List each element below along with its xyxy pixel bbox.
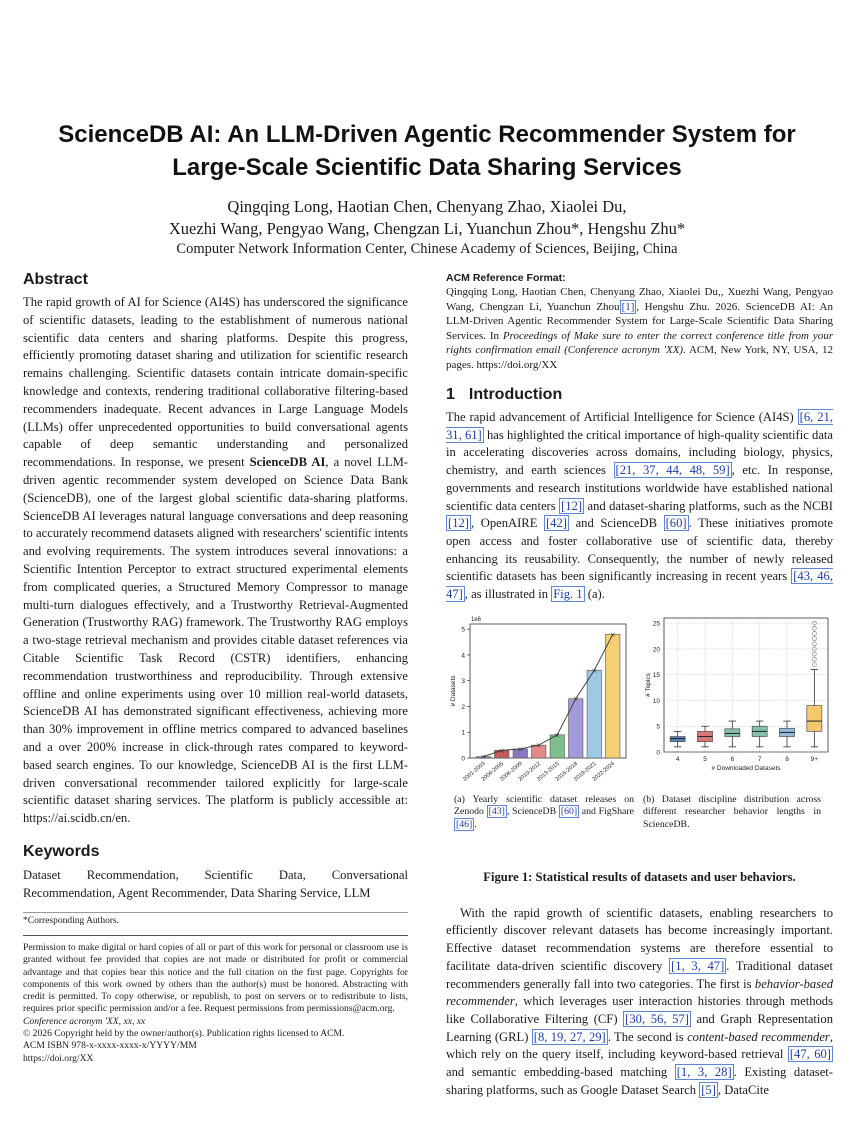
- conference-acronym: Conference acronym 'XX, xx, xx: [23, 1015, 146, 1027]
- left-column: [23, 270, 408, 1065]
- acm-ref-proceedings: Proceedings of Make sure to enter the correct conference title from your rights confirmation email (Conference acronym 'XX).: [446, 329, 833, 356]
- text-run: . Existing dataset-sharing platforms, such as Google Dataset Search: [446, 1065, 833, 1097]
- y-tick-label: 25: [652, 620, 660, 628]
- citation-link[interactable]: [60]: [665, 516, 687, 531]
- acm-reference-text: [446, 285, 833, 372]
- citation-link[interactable]: [47, 60]: [789, 1047, 831, 1062]
- right-column: [446, 272, 833, 1099]
- text-run: (a).: [584, 587, 605, 602]
- text-run: , OpenAIRE: [470, 516, 544, 531]
- text-run: , etc. In response, governments and research institutions worldwide have established national scientific data centers: [446, 463, 833, 513]
- text-run: has highlighted the critical importance of high-quality scientific data in accelerating discoveries across domains, including biology, physics, chemistry, and earth sciences: [446, 427, 833, 478]
- x-tick-label: 6: [730, 755, 735, 763]
- text-run: With the rapid growth of scientific datasets, enabling researchers to efficiently discover relevant datasets has become increasingly important. Effective dataset recommendation systems are therefore essential to facilitate data-driven scientific discovery: [446, 905, 833, 973]
- y-tick-label: 20: [652, 646, 660, 654]
- x-tick-label: 2022-2024: [591, 760, 617, 783]
- citation-link[interactable]: [46]: [456, 818, 473, 830]
- isbn-line: ACM ISBN 978-x-xxxx-xxxx-x/YYYY/MM: [23, 1040, 197, 1052]
- citation-link[interactable]: [42]: [545, 516, 567, 531]
- citation-link[interactable]: [5]: [701, 1082, 716, 1097]
- text-run: and FigShare: [579, 806, 635, 818]
- trend-marker: ×: [535, 741, 542, 750]
- permission-divider: [23, 935, 408, 936]
- abstract-heading: Abstract: [23, 271, 88, 288]
- text-run: , DataCite: [717, 1082, 769, 1097]
- x-tick-label: 2010-2012: [517, 760, 543, 783]
- emphasis: behavior-based recommender: [446, 976, 833, 1009]
- text-run: , which leverages user interaction histories through methods like Collaborative Filtering (CF): [446, 994, 833, 1026]
- y-tick-label: 0: [461, 755, 465, 763]
- acm-ref-authors: Qingqing Long, Haotian Chen, Chenyang Zhao, Xiaolei Du,, Xuezhi Wang, Pengyao Wang, Chengzan Li, Yuanchun Zhou: [446, 286, 833, 313]
- plot-frame: [470, 624, 626, 758]
- citation-link[interactable]: [60]: [560, 806, 578, 818]
- intro-heading: [446, 385, 833, 405]
- keywords-heading: Keywords: [23, 842, 100, 860]
- y-tick-label: 1: [461, 729, 465, 737]
- y-tick-label: 0: [656, 749, 660, 757]
- acm-ref-title: , Hengshu Zhu. 2026. ScienceDB AI: An LLM-Driven Agentic Recommender System for Large-Scale Scientific Data Sharing Services. In: [446, 300, 834, 342]
- paper-title: [0, 118, 854, 184]
- plot-frame: [664, 618, 828, 752]
- text-run: The rapid advancement of Artificial Intelligence for Science (AI4S): [446, 410, 798, 424]
- text-run: . Traditional dataset recommenders generally fall into two categories. The first is: [446, 958, 833, 991]
- doi-line: https://doi.org/XX: [23, 1052, 94, 1064]
- authors-line-2: Xuezhi Wang, Pengyao Wang, Chengzan Li, Yuanchun Zhou*, Hengshu Zhu*: [168, 219, 686, 238]
- citation-link[interactable]: [6, 21, 31, 61]: [446, 410, 834, 442]
- trend-marker: ×: [572, 694, 579, 703]
- y-scale-label: 1e6: [471, 616, 482, 623]
- citation-link[interactable]: [1, 3, 28]: [676, 1065, 732, 1080]
- bar: [587, 670, 601, 758]
- y-tick-label: 15: [652, 671, 660, 679]
- citation-link[interactable]: [12]: [448, 516, 469, 531]
- topics-box-plot: [642, 610, 833, 800]
- affiliation: Computer Network Information Center, Chinese Academy of Sciences, Beijing, China: [176, 241, 678, 257]
- abstract-part-1: The rapid growth of AI for Science (AI4S) has underscored the significance of scientific datasets, leading to the establishment of numerous national scientific data centers and sharing platforms. Despite this progress, efficiently promoting dataset sharing and utilization for scientific research remains challenging. Scientific datasets contain intricate domain-specific knowledge and contexts, rendering traditional collaborative filtering-based recommenders inadequate. Recent advances in Large Language Models (LLMs) offer unprecedented opportunities to build conversational agents capable of deep semantic understanding and personalized recommendations. In response, we present: [23, 295, 408, 470]
- text-run: and ScienceDB: [568, 516, 664, 531]
- subcaption-b: (b) Dataset discipline distribution across different researcher behavior lengths in ScienceDB.: [643, 793, 821, 830]
- x-tick-label: 2001-2003: [462, 760, 487, 783]
- box: [807, 705, 822, 731]
- x-tick-label: 4: [675, 755, 680, 763]
- citation-link[interactable]: [43]: [488, 806, 505, 818]
- keywords-text: Dataset Recommendation, Scientific Data, Conversational Recommendation, Agent Recommender, Data Sharing Service, LLM: [23, 867, 408, 900]
- x-tick-label: 9+: [810, 755, 819, 763]
- x-tick-label: 2013-2015: [536, 760, 561, 783]
- citation-link[interactable]: [12]: [561, 498, 583, 513]
- bar: [606, 634, 620, 758]
- figure-link[interactable]: Fig. 1: [553, 587, 583, 602]
- abstract-system-name: ScienceDB AI: [249, 455, 326, 470]
- citation-link[interactable]: [21, 37, 44, 48, 59]: [615, 463, 730, 478]
- copyright-line: © 2026 Copyright held by the owner/author(s). Publication rights licensed to ACM.: [23, 1027, 345, 1039]
- citation-link[interactable]: [8, 19, 27, 29]: [533, 1029, 606, 1044]
- text-run: , as illustrated in: [464, 587, 552, 602]
- figure-1: [446, 610, 833, 870]
- abstract-text: [23, 294, 408, 828]
- y-tick-label: 4: [461, 652, 465, 660]
- y-tick-label: 5: [461, 626, 465, 634]
- intro-paragraph-1: [446, 409, 833, 604]
- box: [725, 729, 740, 737]
- x-tick-label: 2016-2018: [554, 760, 580, 783]
- text-run: . The second is: [607, 1029, 688, 1044]
- x-tick-label: 8: [785, 755, 789, 763]
- y-tick-label: 2: [461, 703, 465, 711]
- yearly-datasets-bar-chart: [446, 610, 636, 800]
- y-tick-label: 3: [461, 677, 465, 685]
- trend-marker: ×: [554, 731, 561, 740]
- author-list: [0, 196, 854, 240]
- x-tick-label: 2004-2005: [480, 760, 506, 783]
- citation-link[interactable]: [1]: [621, 300, 635, 313]
- text-run: , which rely on the query itself, including keyword-based retrieval: [446, 1029, 833, 1062]
- citation-link[interactable]: [1, 3, 47]: [671, 958, 725, 973]
- title-line-2: Large-Scale Scientific Data Sharing Services: [172, 154, 682, 181]
- intro-paragraph-2: [446, 905, 833, 1100]
- corresponding-footnote: *Corresponding Authors.: [23, 915, 120, 926]
- trend-marker: ×: [609, 630, 616, 639]
- trend-marker: ×: [517, 745, 524, 754]
- text-run: .: [474, 818, 477, 830]
- text-run: and semantic embedding-based matching: [446, 1065, 675, 1080]
- y-axis-label: # Topics: [645, 672, 652, 697]
- permission-block: [23, 942, 408, 1065]
- citation-link[interactable]: [30, 56, 57]: [625, 1011, 689, 1026]
- section-title: Introduction: [468, 386, 563, 403]
- citation-link[interactable]: [43, 46, 47]: [446, 569, 834, 602]
- emphasis: content-based recommender: [687, 1029, 830, 1044]
- y-axis-label: # Datasets: [450, 675, 457, 707]
- text-run: , ScienceDB: [506, 806, 559, 818]
- x-tick-label: 2006-2009: [499, 760, 524, 783]
- acm-ref-publisher: ACM, New York, NY, USA, 12 pages. https://doi.org/XX: [446, 344, 833, 371]
- permission-text: Permission to make digital or hard copies of all or part of this work for personal or classroom use is granted without fee provided that copies are not made or distributed for profit or commercial advantage and that copies bear this notice and the full citation on the first page. Copyrights for components of this work owned by others than the author(s) must be honored. Abstracting with credit is permitted. To copy otherwise, or republish, to post on servers or to redistribute to lists, requires prior specific permission and/or a fee. Request permissions from permissions@acm.org.: [23, 941, 408, 1015]
- footnote-divider: [23, 912, 408, 913]
- x-tick-label: 2019-2021: [573, 760, 598, 783]
- section-number: 1: [446, 386, 455, 403]
- text-run: (a) Yearly scientific dataset releases on Zenodo: [454, 793, 634, 818]
- text-run: and dataset-sharing platforms, such as the NCBI: [584, 498, 833, 513]
- x-tick-label: 7: [757, 755, 762, 763]
- box: [670, 736, 685, 741]
- subcaption-a: [454, 794, 634, 832]
- figure-caption: Figure 1: Statistical results of datasets and user behaviors.: [483, 869, 796, 884]
- x-axis-label: # Downloaded Datasets: [711, 764, 781, 772]
- acm-reference-heading: ACM Reference Format:: [446, 272, 566, 284]
- trend-marker: ×: [480, 752, 487, 761]
- abstract-part-2: , a novel LLM-driven agentic recommender system developed on Science Data Bank (ScienceDB), one of the largest global scientific data-sharing platforms. ScienceDB AI leverages natural language conversations and deep reasoning to accurately recommend datasets aligned with researchers' scientific intents and evolving requirements. The system introduces several innovations: a Scientific Intention Perceptor to extract structured experimental elements from complicated queries, a Structured Memory Compressor to manage multi-turn dialogues effectively, and a Trustworthy Retrieval-Augmented Generation (Trustworthy RAG) framework. The Trustworthy RAG employs a two-stage retrieval mechanism and provides citable dataset references via Citable Scientific Task Record (CSTR) identifiers, enhancing recommendation trustworthiness and reproducibility. Through extensive offline and online experiments using over 10 million real-world datasets, ScienceDB AI has demonstrated significant effectiveness, achieving more than 30% improvement in offline metrics compared to advanced baselines and a over 200% increase in click-through rates compared to keyword-based search engines. To our knowledge, ScienceDB AI is the first LLM-driven conversational recommender tailored explicitly for large-scale scientific dataset sharing services. The platform is publicly accessible at: https://ai.scidb.cn/en.: [23, 455, 408, 826]
- y-tick-label: 5: [656, 723, 660, 731]
- authors-line-1: Qingqing Long, Haotian Chen, Chenyang Zhao, Xiaolei Du,: [227, 197, 627, 216]
- text-run: and Graph Representation Learning (GRL): [446, 1011, 834, 1044]
- trend-marker: ×: [498, 746, 505, 755]
- text-run: . These initiatives promote open access and foster collaborative use of scientific data, thereby enhancing its reusability. Consequently, the number of newly released scientific datasets has been significantly increasing in recent years: [446, 516, 833, 584]
- trend-marker: ×: [591, 666, 598, 675]
- x-tick-label: 5: [703, 755, 707, 763]
- title-line-1: ScienceDB AI: An LLM-Driven Agentic Recommender System for: [58, 121, 796, 148]
- y-tick-label: 10: [652, 697, 660, 705]
